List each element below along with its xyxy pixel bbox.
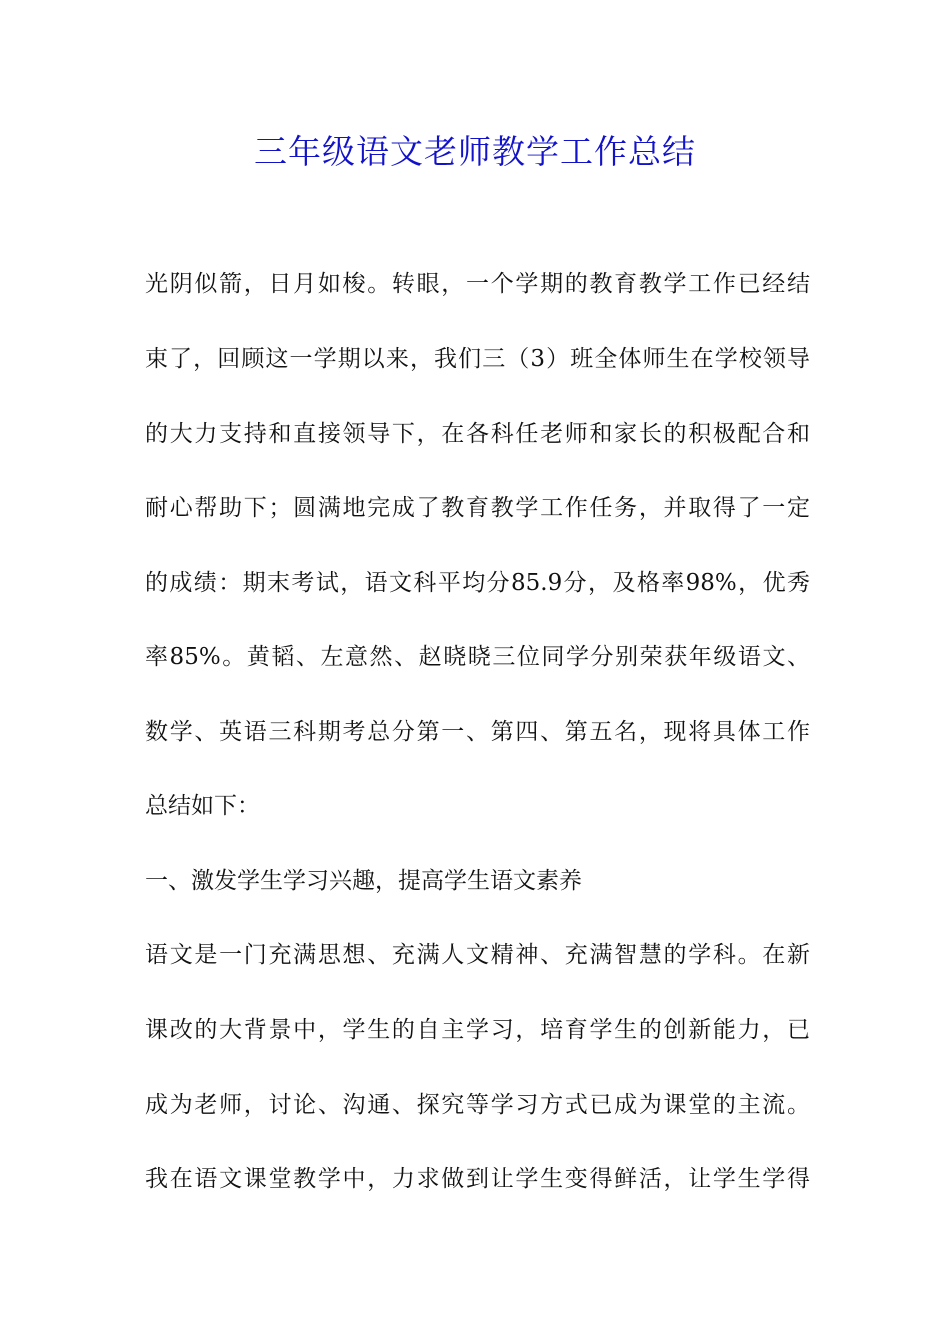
paragraph-line: 率85%。黄韬、左意然、赵晓晓三位同学分别荣获年级语文、 (145, 644, 810, 670)
paragraph-line: 光阴似箭，日月如梭。转眼，一个学期的教育教学工作已经结 (145, 271, 810, 297)
document-title: 三年级语文老师教学工作总结 (254, 132, 696, 171)
paragraph-line: 语文是一门充满思想、充满人文精神、充满智慧的学科。在新 (145, 942, 810, 968)
paragraph-line: 的成绩：期末考试，语文科平均分85.9分，及格率98%，优秀 (145, 570, 810, 596)
paragraph-line: 我在语文课堂教学中，力求做到让学生变得鲜活，让学生学得 (145, 1166, 810, 1192)
paragraph-line: 总结如下： (145, 793, 260, 819)
paragraph-line: 数学、英语三科期考总分第一、第四、第五名，现将具体工作 (145, 719, 810, 745)
paragraph-line: 耐心帮助下；圆满地完成了教育教学工作任务，并取得了一定 (145, 495, 810, 521)
section-heading: 一、激发学生学习兴趣，提高学生语文素养 (145, 868, 582, 894)
paragraph-line: 课改的大背景中，学生的自主学习，培育学生的创新能力，已 (145, 1017, 810, 1043)
paragraph-line: 成为老师，讨论、沟通、探究等学习方式已成为课堂的主流。 (145, 1092, 810, 1118)
paragraph-line: 束了，回顾这一学期以来，我们三（3）班全体师生在学校领导 (145, 346, 810, 372)
paragraph-line: 的大力支持和直接领导下，在各科任老师和家长的积极配合和 (145, 421, 810, 447)
